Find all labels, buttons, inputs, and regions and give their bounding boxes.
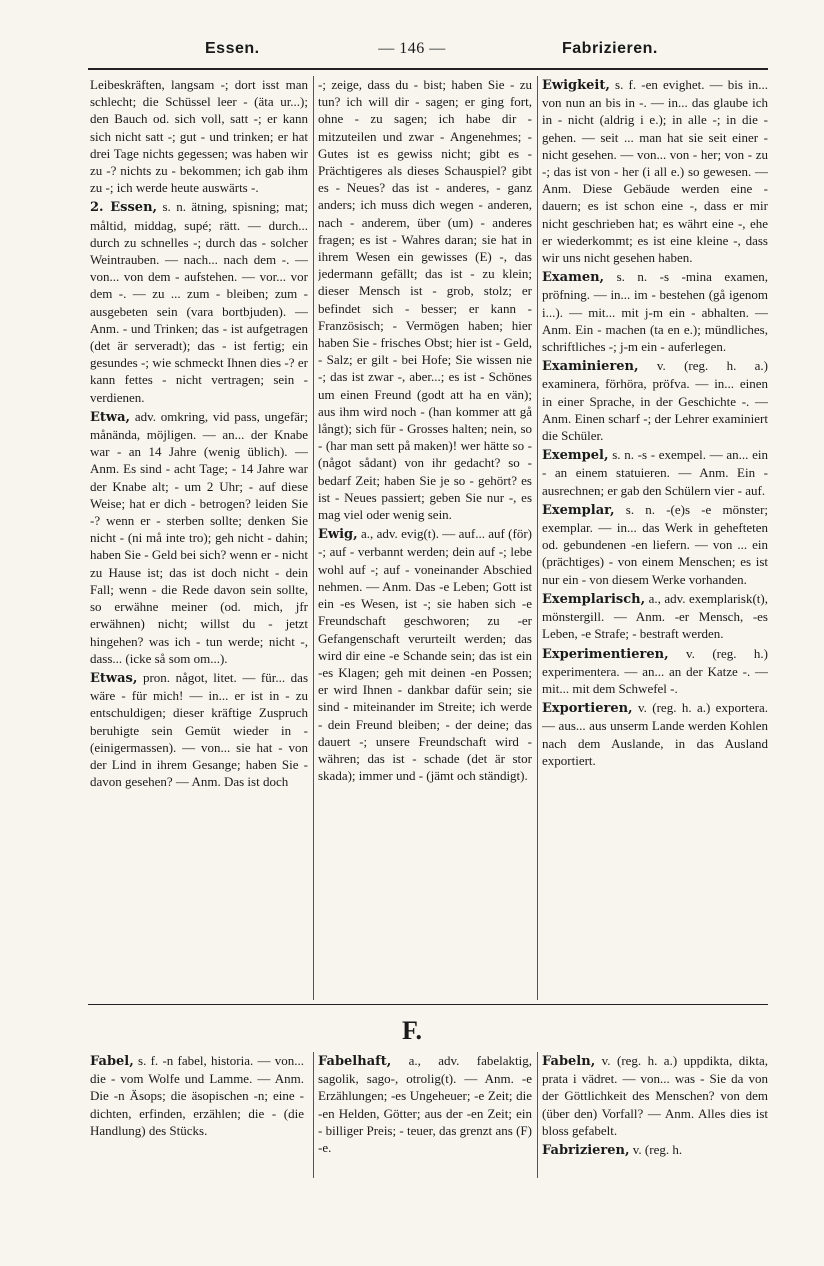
entry-text: s. f. -en evighet. — bis in... von nun an bis in -. — in... das glaube ich in - nicht (aldrig i e.); in alle -; in die - gehen. — seit ... man hat sie seit einer - nicht gesehen. — von... von - her; von - zu -; das ist von - her (i all e.) so gewesen. — Anm. Diese Gebäude werden eine - dauern; es ist schon eine -, dass er mir nicht geschrieben hat; es währt eine -, ehe er wiederkommt; es ist eine kleine -, dass wir uns nicht gesehen haben.	[542, 77, 768, 266]
dictionary-entry	[318, 525, 532, 784]
dictionary-entry	[542, 76, 768, 266]
headword: Examinieren,	[542, 359, 639, 375]
column-divider	[313, 1052, 314, 1178]
dictionary-entry	[90, 76, 308, 196]
headword: Fabel,	[90, 1054, 134, 1069]
entry-text: s. n. -(e)s -e mönster; exemplar. — in... das Werk in gehefteten od. gebundenen -en liefern. — von ... ein (prächtiges) - von einem Menschen; es ist nur ein - von diesem Werke vorhanden.	[542, 501, 768, 587]
headword: Fabrizieren,	[542, 1143, 630, 1159]
dictionary-entry	[542, 501, 768, 588]
column-6	[542, 1052, 768, 1182]
entry-text: pron. något, litet. — für... das wäre - für mich! — in... er ist in - zu entschuldigen; dieser kräftige Zuspruch beruhigte sein Gemüt wieder in - (einigermassen). — von... sie hat - von der Lind in ihrem Gesange; haben Sie - davon gesehen? — Anm. Das ist doch	[90, 669, 308, 790]
dictionary-entry	[542, 645, 768, 698]
column-2	[318, 76, 532, 1000]
headword: 2. Essen,	[90, 200, 158, 216]
dictionary-entry	[542, 699, 768, 769]
headword: Fabelhaft,	[318, 1054, 392, 1069]
dictionary-entry	[542, 268, 768, 355]
dictionary-entry	[542, 590, 768, 643]
column-divider	[537, 76, 538, 1000]
running-head-right: Fabrizieren.	[562, 40, 658, 57]
entry-text: a., adv. evig(t). — auf... auf (för) -; auf - verbannt werden; dein auf -; lebe wohl auf -; auf - voneinander Abschied nehmen. — Anm. Das -e Leben; Gott ist ein -es Wesen, ist -; sie haben sich -e Freundschaft geschworen; zu -er Gefangenschaft verurteilt werden; das wird dir eine -e Schande sein; das ist ein -es Klagen; geh mit deinen -en Possen; er wird Ihnen - dankbar dafür sein; sie sind - miteinander im Streite; ich werde - dein Freund bleiben; - der deine; das dauert -; unsere Freundschaft wird - währen; das ist - schade (det är stor skada); immer und - (jämt och ständigt).	[318, 526, 532, 784]
dictionary-entry	[542, 1141, 768, 1159]
headword: Etwas,	[90, 670, 138, 686]
headword: Fabeln,	[542, 1054, 596, 1069]
entry-text: s. n. ätning, spisning; mat; måltid, middag, supé; rätt. — durch... durch zu schnelles -; durch das - solcher Weintrauben. — nach... nach dem -. — von... von dem - aufstehen. — vor... vor dem -. — zu ... zum - bleiben; zum - ausgebeten sein (vara bortbjuden). — Anm. - und Trinken; das - ist aufgetragen (det är serveradt); das - ist fertig; ein gesundes -; wie schmeckt Ihnen dies -? er kann fettes - nicht vertragen; sein - verdienen.	[90, 199, 308, 405]
page-number: — 146 —	[378, 40, 446, 57]
column-1	[90, 76, 308, 1000]
headword: Exportieren,	[542, 701, 633, 717]
headword: Exemplarisch,	[542, 591, 646, 607]
headword: Experimentieren,	[542, 646, 669, 662]
headword: Examen,	[542, 270, 605, 286]
dictionary-entry	[90, 1052, 304, 1139]
headword: Ewig,	[318, 527, 358, 543]
entry-text: s. n. -s - exempel. — an... ein - an einem statuieren. — Anm. Ein - ausrechnen; er gab den Schülern vier - auf.	[542, 447, 768, 498]
dictionary-entry	[542, 357, 768, 444]
section-letter: F.	[402, 1016, 422, 1045]
dictionary-entry	[318, 76, 532, 523]
entry-text: v. (reg. h.	[632, 1142, 683, 1158]
header-rule	[88, 68, 768, 70]
dictionary-entry	[542, 446, 768, 499]
entry-text: v. (reg. h. a.) examinera, förhöra, pröfva. — in... einen in einer Sprache, in der Geschichte -. — Anm. Einen scharf -; der Lehrer examiniert die Schüler.	[542, 358, 768, 444]
entry-text: s. n. -s -mina examen, pröfning. — in... im - bestehen (gå igenom i...). — mit... mit j-m ein - abhalten. — Anm. Ein - machen (ta en e.); mündliches, schriftliches -; j-m ein - auferlegen.	[542, 269, 768, 355]
column-3	[542, 76, 768, 1000]
dictionary-entry	[90, 408, 308, 667]
column-divider	[537, 1052, 538, 1178]
entry-text: adv. omkring, vid pass, ungefär; månända, möjligen. — an... der Knabe war - an 14 Jahre (wenig üblich). — Anm. Es sind - acht Tage; - 14 Jahre war der Knabe alt; - um 2 Uhr; - auf diese Weise; hat er dich - betrogen? leiden Sie -? wenn er - sterben sollte; denken Sie nicht - (ni må inte tro); geh nicht - dahin; haben Sie - Geld bei sich? wenn er - nicht zu Hause ist; das ist doch nicht - dein Fall; wenn - die Rede davon sein sollte, so erwähne meiner (od. mich, jfr erwähnen) nicht; willst du - jetzt hingehen? was ich - tun werde; nicht -, dass... (icke så som om...).	[90, 408, 308, 666]
column-5	[318, 1052, 532, 1182]
dictionary-entry	[542, 1052, 768, 1139]
entry-text: v. (reg. h.) experimentera. — an... an der Katze -. — mit... mit dem Schwefel -.	[542, 645, 768, 696]
entry-text: Leibeskräften, langsam -; dort isst man schlecht; die Schüssel leer - (äta ur...); den Bauch od. sich voll, satt -; er kann sich nicht satt -; gut - und trinken; er hat drei Tage nichts gegessen; was haben wir zu -? nichts zu - bekommen; ich gab ihm zu -; ich werde heute auswärts -.	[90, 77, 308, 196]
entry-text: a., adv. exemplarisk(t), mönstergill. — Anm. -er Mensch, -es Leben, -e Strafe; - bestraft werden.	[542, 590, 768, 642]
dictionary-entry	[90, 198, 308, 405]
headword: Ewigkeit,	[542, 78, 610, 93]
entry-text: -; zeige, dass du - bist; haben Sie - zu tun? ich will dir - sagen; er ging fort, ohne - zu sagen; ich habe dir - mitzuteilen und zwar - Angenehmes; - Gutes ist es gewiss nicht; gibt es - Prächtigeres als dieses Schauspiel? gibt es - Neues? das ist - anderes, - ganz anders; ich muss dich wegen - anderen, nach - anderem, über (um) - anderes fragen; es ist - Wahres daran; sie hat in ihrem Wesen ein gewisses (E) -, das jedermann gefällt; das ist - zu klein; dieser Mensch ist - grob, stolz; er befindet sich - besser; er kann - Französisch; - Vermögen haben; hier haben Sie - frisches Obst; hier ist - Geld, - Salz; er gilt - bei Hofe; Sie wissen nie -; das ist zwar -, aber...; es ist - Schönes um einen Freund (godt att ha en vän); aus ihm wird noch - (han kommer att gå långt); sich für - Grosses halten; nein, so - (har man sett på maken)! wer hätte so - (något sådant) von ihr gedacht? so - bedarf Zeit; haben Sie je so - gehört? es ist - Neues passiert; geben Sie nur -, es mag viel oder wenig sein.	[318, 77, 532, 523]
section-rule	[88, 1004, 768, 1005]
column-4	[90, 1052, 304, 1182]
entry-text: a., adv. fabelaktig, sagolik, sago-, otrolig(t). — Anm. -e Erzählungen; -es Ungeheuer; -e Zeit; die -en Helden, Götter; aus der -en Zeit; ein - billiger Preis; - teuer, das grenzt ans (F) -e.	[318, 1053, 532, 1156]
entry-text: v. (reg. h. a.) exportera. — aus... aus unserm Lande werden Kohlen nach dem Auslande, in das Ausland exportiert.	[542, 700, 768, 768]
headword: Exempel,	[542, 448, 609, 464]
entry-text: v. (reg. h. a.) uppdikta, dikta, prata i vädret. — von... was - Sie da von der Göttlichkeit des Menschen? von dem (über den) Vorfall? — Anm. Alles dies ist bloss gefabelt.	[542, 1053, 768, 1138]
headword: Exemplar,	[542, 502, 615, 518]
column-divider	[313, 76, 314, 1000]
headword: Etwa,	[90, 409, 131, 425]
dictionary-entry	[90, 669, 308, 790]
dictionary-entry	[318, 1052, 532, 1156]
entry-text: s. f. -n fabel, historia. — von... die - vom Wolfe und Lamme. — Anm. Die -n Äsops; die äsopischen -n; eine - dichten, erfinden, erzählen; die - (die Handlung) des Stücks.	[90, 1053, 304, 1138]
running-head-left: Essen.	[205, 40, 260, 57]
